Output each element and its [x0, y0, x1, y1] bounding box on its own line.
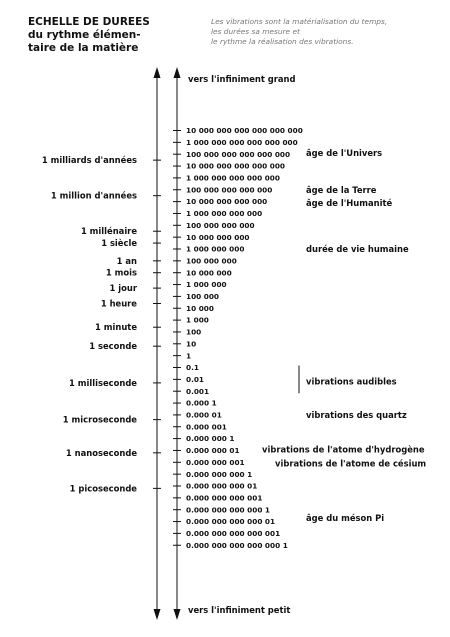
scale-value-label: 1 000 000 000 000 000 [186, 173, 280, 183]
duration-label: 1 microseconde [62, 414, 137, 425]
phenomenon-label: âge de la Terre [306, 184, 377, 195]
scale-value-label: 1 000 000 [186, 280, 227, 290]
top-direction-label: vers l'infiniment grand [188, 74, 296, 84]
intro-line: le rythme la réalisation des vibrations. [211, 37, 354, 46]
duration-label: 1 milliseconde [69, 377, 137, 388]
scale-value-label: 10 000 000 000 000 [186, 197, 268, 207]
intro-line: les durées sa mesure et [211, 27, 300, 36]
scale-value-label: 10 000 000 000 000 000 000 [186, 126, 303, 136]
scale-value-label: 10 000 000 000 000 000 [186, 161, 286, 171]
scale-value-label: 10 000 000 [186, 268, 232, 278]
duration-label: 1 minute [95, 322, 137, 333]
inner-axis-arrow-down [174, 609, 181, 620]
phenomenon-label: vibrations des quartz [306, 409, 407, 420]
duration-label: 1 nanoseconde [65, 447, 137, 458]
scale-value-label: 1 000 000 000 [186, 244, 245, 254]
scale-value-label: 1 [186, 351, 192, 361]
scale-value-label: 100 000 000 000 [186, 220, 255, 230]
scale-value-label: 0.01 [186, 374, 205, 384]
outer-axis-arrow-down [154, 609, 161, 620]
scale-value-label: 0.000 01 [186, 410, 222, 420]
duration-label: 1 heure [100, 298, 137, 309]
title-line: du rythme élémen- [28, 29, 141, 41]
scale-value-label: 0.000 1 [186, 398, 217, 408]
duration-label: 1 seconde [89, 341, 137, 352]
intro-line: Les vibrations sont la matérialisation du temps, [211, 17, 388, 26]
phenomenon-label: âge de l'Univers [306, 148, 383, 159]
scale-value-label: 0.000 000 01 [186, 446, 240, 456]
scale-value-label: 10 [186, 339, 197, 349]
scale-value-label: 0.000 000 1 [186, 434, 235, 444]
phenomena-labels [262, 148, 426, 523]
scale-value-label: 0.000 000 000 000 1 [186, 505, 271, 515]
scale-value-label: 100 000 [186, 292, 220, 301]
phenomenon-label: vibrations de l'atome d'hydrogène [262, 444, 425, 455]
scale-value-label: 0.000 000 000 000 01 [186, 517, 276, 527]
phenomenon-label: vibrations audibles [306, 376, 397, 387]
duration-label: 1 an [116, 255, 137, 266]
phenomenon-label: âge du méson Pi [306, 512, 385, 523]
duration-label: 1 jour [109, 283, 137, 294]
outer-axis-arrow-up [154, 67, 161, 78]
duration-label: 1 mois [105, 267, 137, 278]
scale-value-label: 100 000 000 [186, 256, 237, 266]
scale-value-label: 0.000 000 000 001 [186, 493, 263, 503]
bottom-direction-label: vers l'infiniment petit [188, 605, 291, 615]
duration-label: 1 siècle [101, 238, 137, 249]
scale-value-label: 100 000 000 000 000 [186, 185, 273, 195]
scale-value-label: 100 000 000 000 000 000 [186, 149, 291, 159]
inner-axis-arrow-up [174, 67, 181, 78]
duration-label: 1 million d'années [50, 190, 137, 201]
scale-value-label: 0.000 000 000 000 000 1 [186, 540, 288, 550]
phenomenon-label: durée de vie humaine [306, 244, 409, 254]
scale-value-label: 10 000 [186, 303, 214, 313]
title-line: ECHELLE DE DUREES [28, 16, 150, 28]
scale-value-label: 1 000 [186, 315, 209, 325]
scale-value-label: 100 [186, 327, 202, 337]
scale-value-label: 0.001 [186, 386, 210, 396]
duration-label: 1 picoseconde [69, 483, 137, 494]
scale-value-label: 1 000 000 000 000 [186, 209, 263, 219]
scale-value-label: 0.000 000 000 01 [186, 481, 258, 491]
duration-label: 1 milliards d'années [41, 155, 137, 166]
duration-labels [42, 155, 138, 493]
scale-value-label: 0.000 000 001 [186, 457, 245, 467]
phenomenon-label: âge de l'Humanité [306, 197, 393, 208]
scale-values [186, 126, 303, 550]
scale-value-label: 0.1 [186, 363, 199, 373]
scale-value-label: 0.000 000 000 1 [186, 469, 253, 479]
scale-value-label: 0.000 000 000 000 001 [186, 529, 281, 538]
scale-value-label: 1 000 000 000 000 000 000 [186, 137, 298, 147]
duration-label: 1 millénaire [80, 226, 137, 237]
phenomenon-label: vibrations de l'atome de césium [275, 458, 427, 469]
title-line: taire de la matière [28, 42, 139, 54]
scale-value-label: 10 000 000 000 [186, 232, 250, 242]
scale-value-label: 0.000 001 [186, 422, 227, 432]
